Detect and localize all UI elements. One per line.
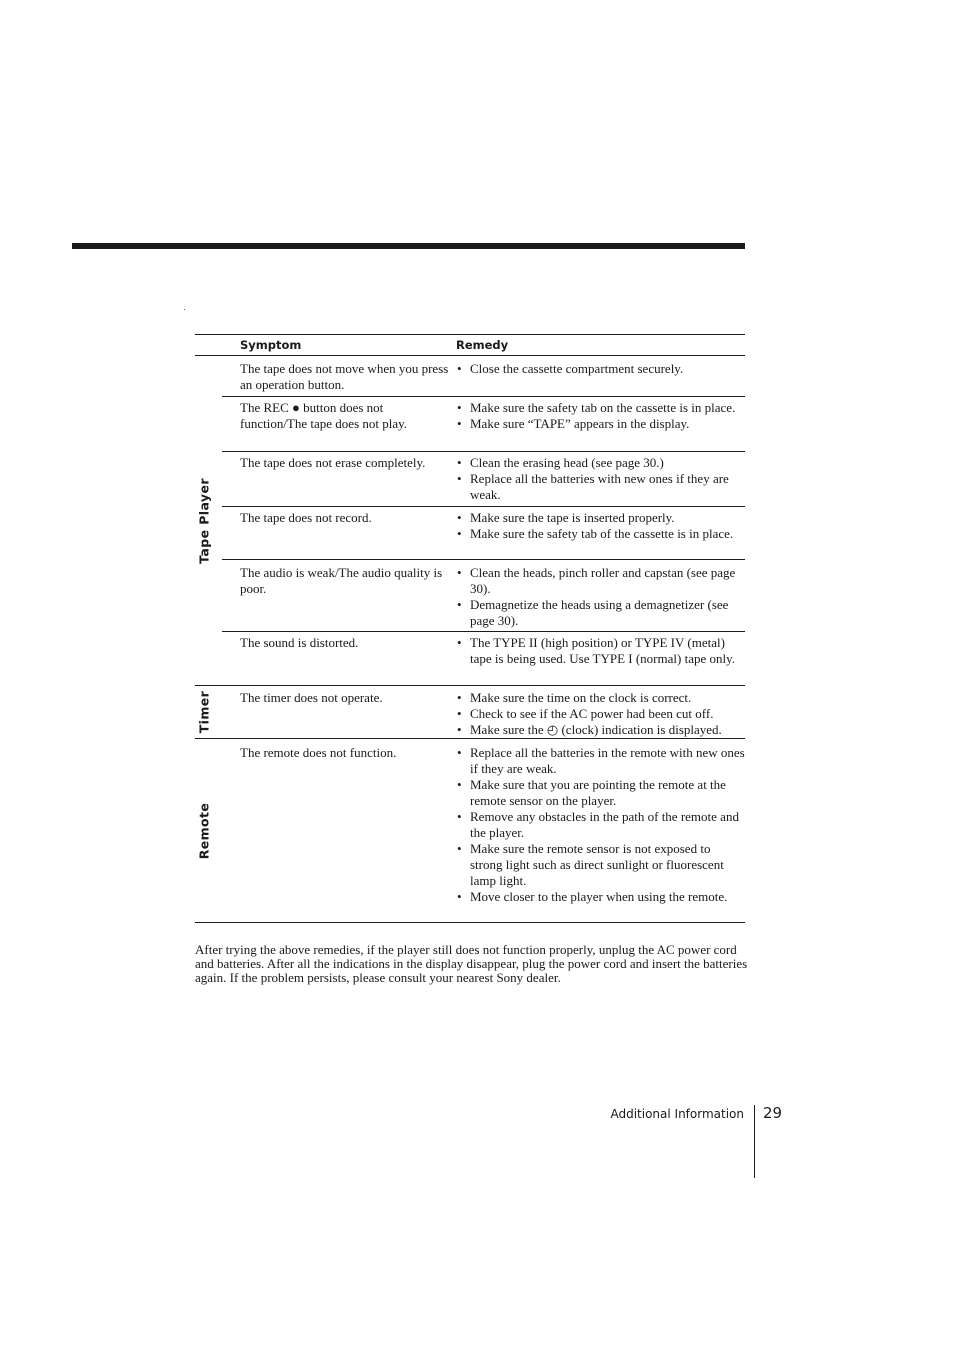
remedy-item: • Make sure the tape is inserted properly.: [456, 510, 746, 526]
remedy-list: [456, 361, 746, 377]
row-divider: [222, 396, 745, 397]
category-label-timer: Timer: [196, 690, 212, 734]
remedy-item: • Make sure that you are pointing the remote at the remote sensor on the player.: [456, 777, 746, 809]
category-label-remote: Remote: [196, 802, 212, 860]
remedy-item: • Make sure the time on the clock is correct.: [456, 690, 746, 706]
footer-note: After trying the above remedies, if the player still does not function properly, unplug the AC power cord and batteries. After all the indications in the display disappear, plug the power cord and insert the batteries again. If the problem persists, please consult your nearest Sony dealer.: [195, 942, 748, 985]
table-header: [195, 334, 745, 356]
top-rule: [72, 243, 745, 249]
symptom-text: The REC ● button does not function/The tape does not play.: [240, 400, 408, 431]
remedy-list: [456, 690, 746, 738]
remedy-item: • Make sure the ◴ (clock) indication is displayed.: [456, 722, 746, 738]
page-number: 29: [763, 1104, 783, 1122]
table-bottom-rule: [195, 922, 745, 923]
remedy-item: • Clean the heads, pinch roller and capstan (see page 30).: [456, 565, 746, 597]
row-divider: [222, 506, 745, 507]
page-side-rule: [754, 1105, 755, 1178]
remedy-item: • Remove any obstacles in the path of the remote and the player.: [456, 809, 746, 841]
category-divider: [195, 685, 745, 686]
stray-dot: [184, 309, 185, 310]
section-title: Additional Information: [610, 1107, 744, 1121]
symptom-text: The sound is distorted.: [240, 635, 359, 650]
remedy-item: • Make sure the remote sensor is not exposed to strong light such as direct sunlight or fluorescent lamp light.: [456, 841, 746, 889]
row-divider: [222, 631, 745, 632]
remedy-list: [456, 565, 746, 629]
remedy-item: • Move closer to the player when using the remote.: [456, 889, 746, 905]
symptom-text: The tape does not move when you press an operation button.: [240, 361, 449, 392]
remedy-item: • Make sure the safety tab on the cassette is in place.: [456, 400, 746, 416]
symptom-text: The tape does not record.: [240, 510, 372, 525]
remedy-list: [456, 510, 746, 542]
remedy-item: • Demagnetize the heads using a demagnetizer (see page 30).: [456, 597, 746, 629]
remedy-header: Remedy: [456, 338, 509, 352]
symptom-header: Symptom: [240, 338, 302, 352]
remedy-list: [456, 745, 746, 905]
remedy-item: • Replace all the batteries in the remote with new ones if they are weak.: [456, 745, 746, 777]
remedy-item: • Check to see if the AC power had been cut off.: [456, 706, 746, 722]
symptom-text: The tape does not erase completely.: [240, 455, 426, 470]
remedy-item: • Make sure the safety tab of the cassette is in place.: [456, 526, 746, 542]
remedy-item: • Clean the erasing head (see page 30.): [456, 455, 746, 471]
remedy-list: [456, 455, 746, 503]
category-divider: [195, 738, 745, 739]
category-label-tape-player: Tape Player: [196, 478, 212, 564]
row-divider: [222, 451, 745, 452]
symptom-text: The audio is weak/The audio quality is poor.: [240, 565, 443, 596]
row-divider: [222, 559, 745, 560]
symptom-text: The remote does not function.: [240, 745, 397, 760]
remedy-list: [456, 400, 746, 432]
remedy-item: • Close the cassette compartment securely.: [456, 361, 746, 377]
symptom-text: The timer does not operate.: [240, 690, 383, 705]
remedy-item: • Make sure “TAPE” appears in the display.: [456, 416, 746, 432]
remedy-item: • Replace all the batteries with new ones if they are weak.: [456, 471, 746, 503]
remedy-list: [456, 635, 746, 667]
remedy-item: • The TYPE II (high position) or TYPE IV (metal) tape is being used. Use TYPE I (normal) tape only.: [456, 635, 746, 667]
